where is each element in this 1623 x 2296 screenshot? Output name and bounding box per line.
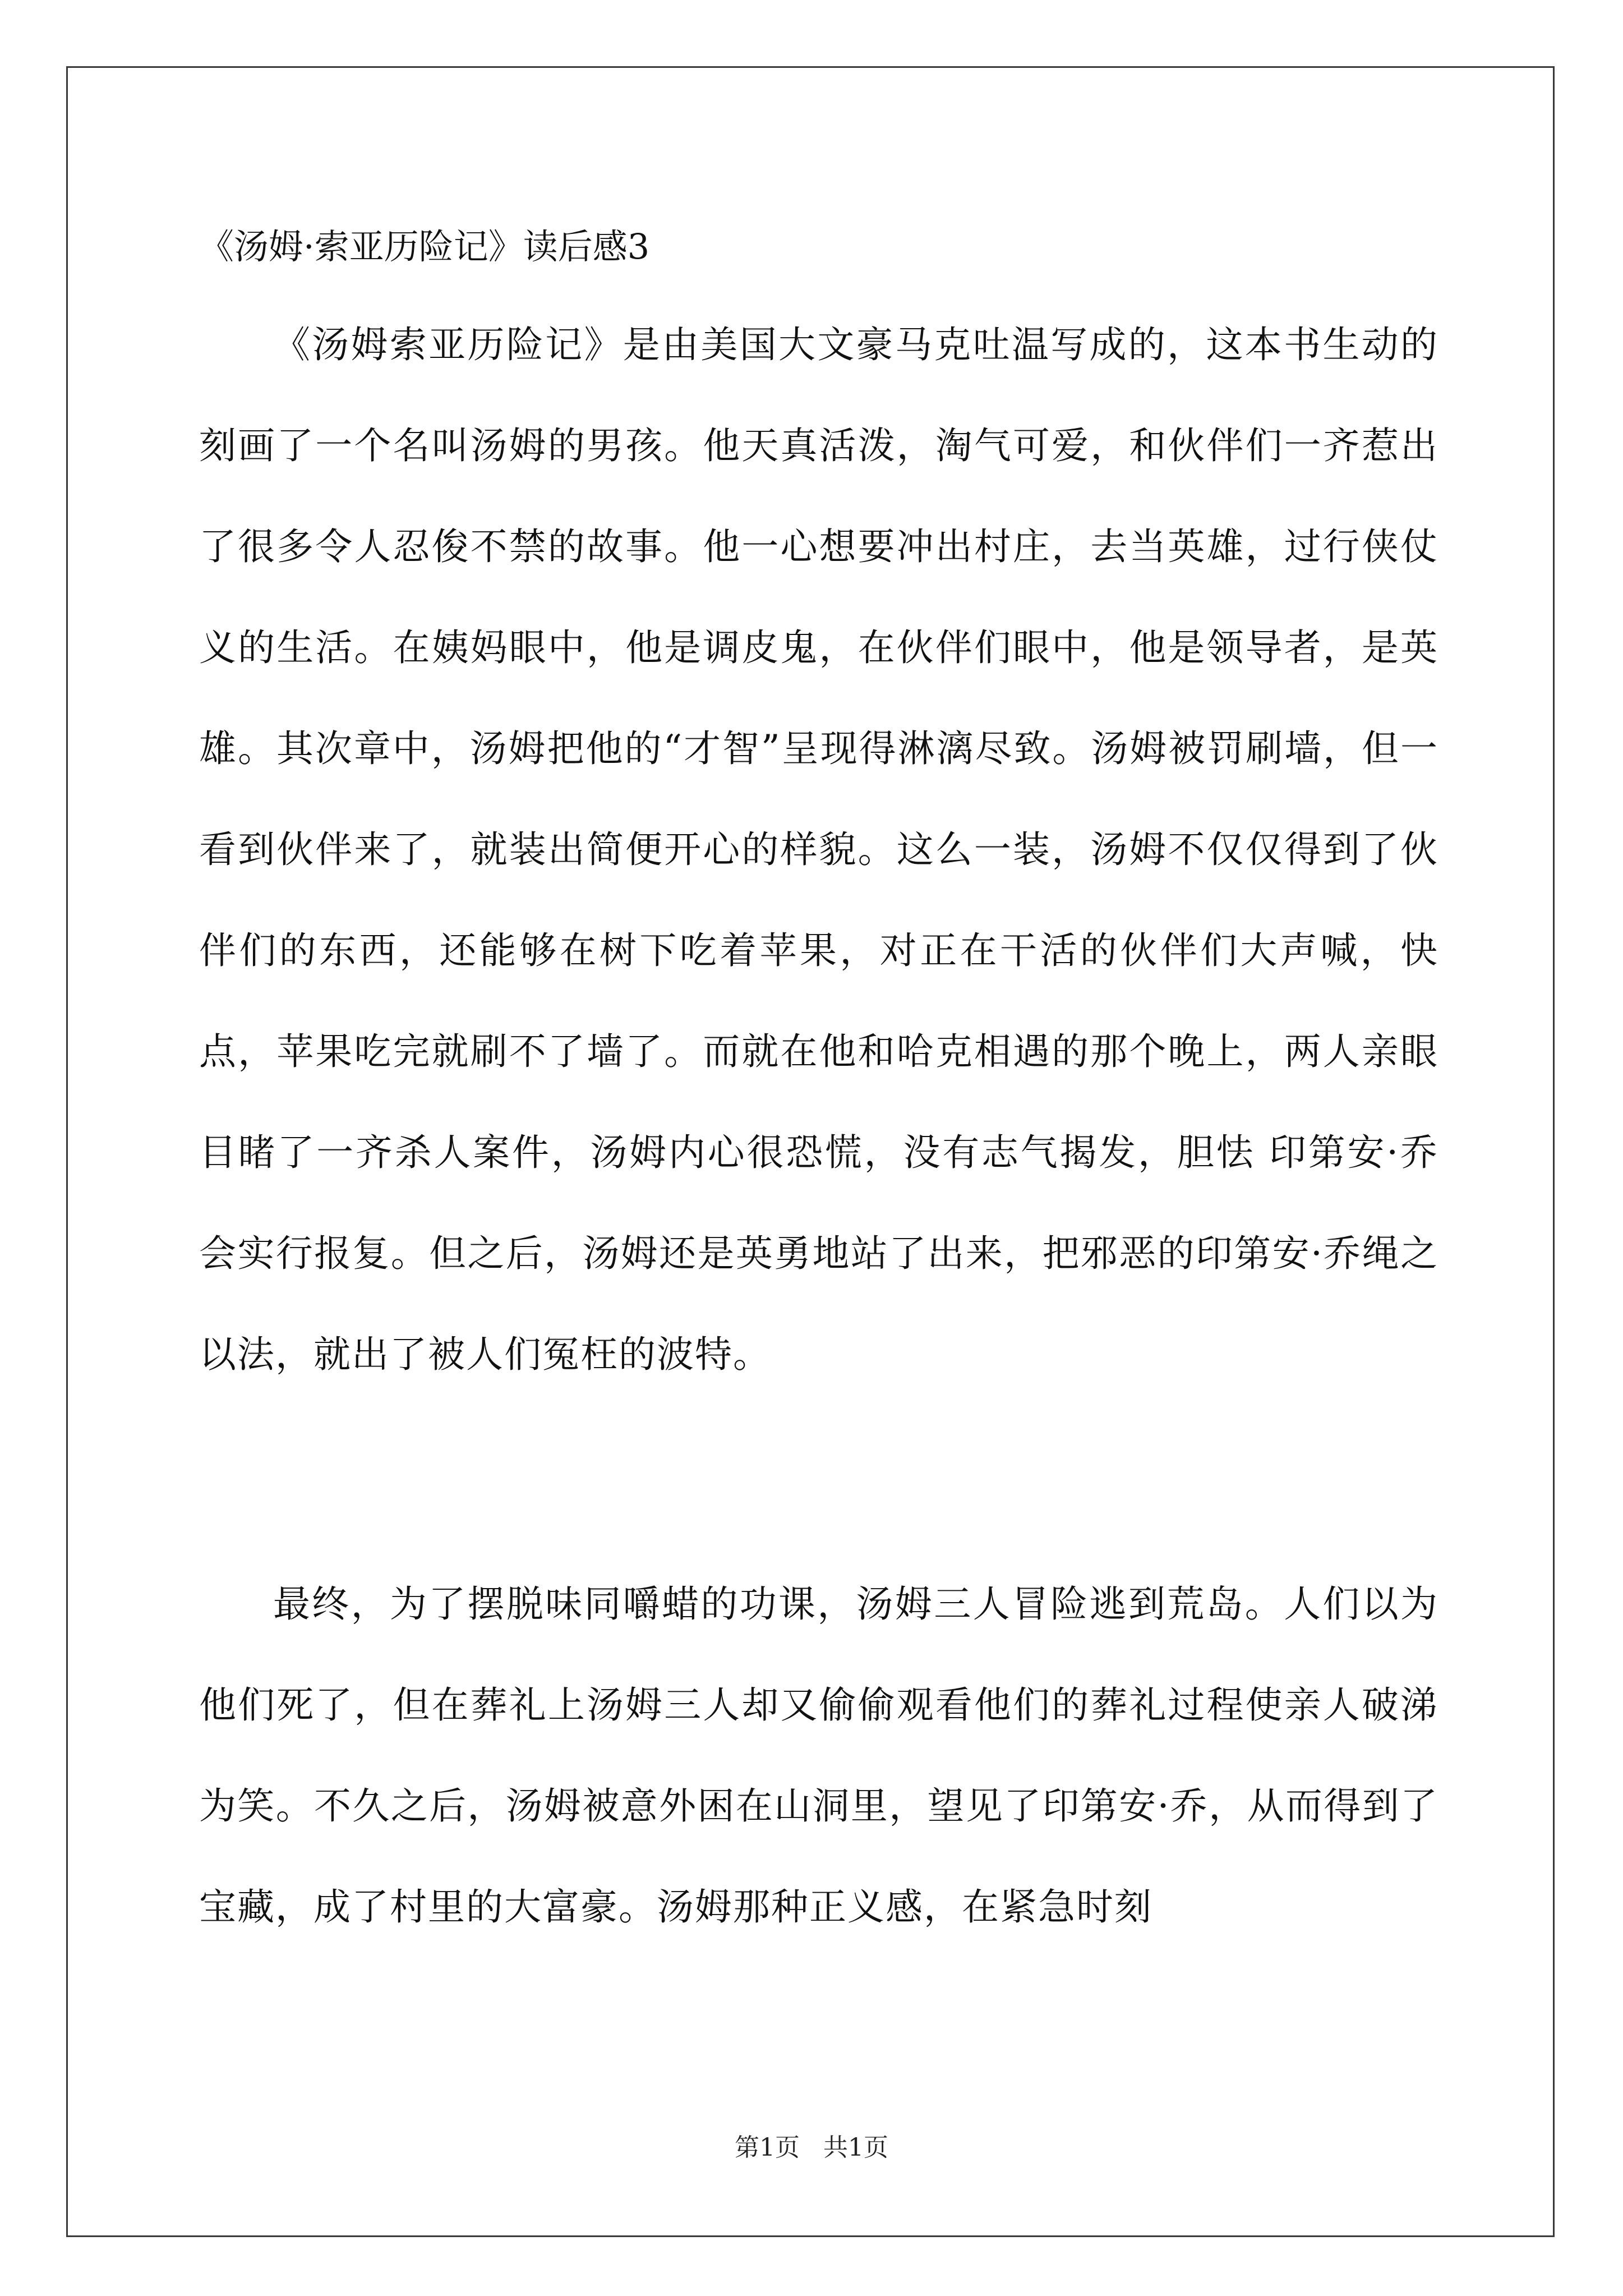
paragraph-1: 《汤姆索亚历险记》是由美国大文豪马克吐温写成的，这本书生动的刻画了一个名叫汤姆的男孩。他天真活泼，淘气可爱，和伙伴们一齐惹出了很多令人忍俊不禁的故事。他一心想要冲出村庄，去当英雄，过行侠仗义的生活。在姨妈眼中，他是调皮鬼，在伙伴们眼中，他是领导者，是英雄。其次章中，汤姆把他的“才智”呈现得淋漓尽致。汤姆被罚刷墙，但一看到伙伴来了，就装出简便开心的样貌。这么一装，汤姆不仅仅得到了伙伴们的东西，还能够在树下吃着苹果，对正在干活的伙伴们大声喊，快点，苹果吃完就刷不了墙了。而就在他和哈克相遇的那个晚上，两人亲眼目睹了一齐杀人案件，汤姆内心很恐慌，没有志气揭发，胆怯 印第安·乔会实行报复。但之后，汤姆还是英勇地站了出来，把邪恶的印第安·乔绳之以法，就出了被人们冤枉的波特。 xyxy=(199,323,1438,1376)
page-footer: 第1页 共1页 xyxy=(735,2133,888,2162)
document-title: 《汤姆·索亚历险记》读后感3 xyxy=(199,226,650,267)
paragraph-2: 最终，为了摆脱味同嚼蜡的功课，汤姆三人冒险逃到荒岛。人们以为他们死了，但在葬礼上汤姆三人却又偷偷观看他们的葬礼过程使亲人破涕为笑。不久之后，汤姆被意外困在山洞里，望见了印第安·乔，从而得到了宝藏，成了村里的大富豪。汤姆那种正义感，在紧急时刻 xyxy=(199,1582,1438,1929)
